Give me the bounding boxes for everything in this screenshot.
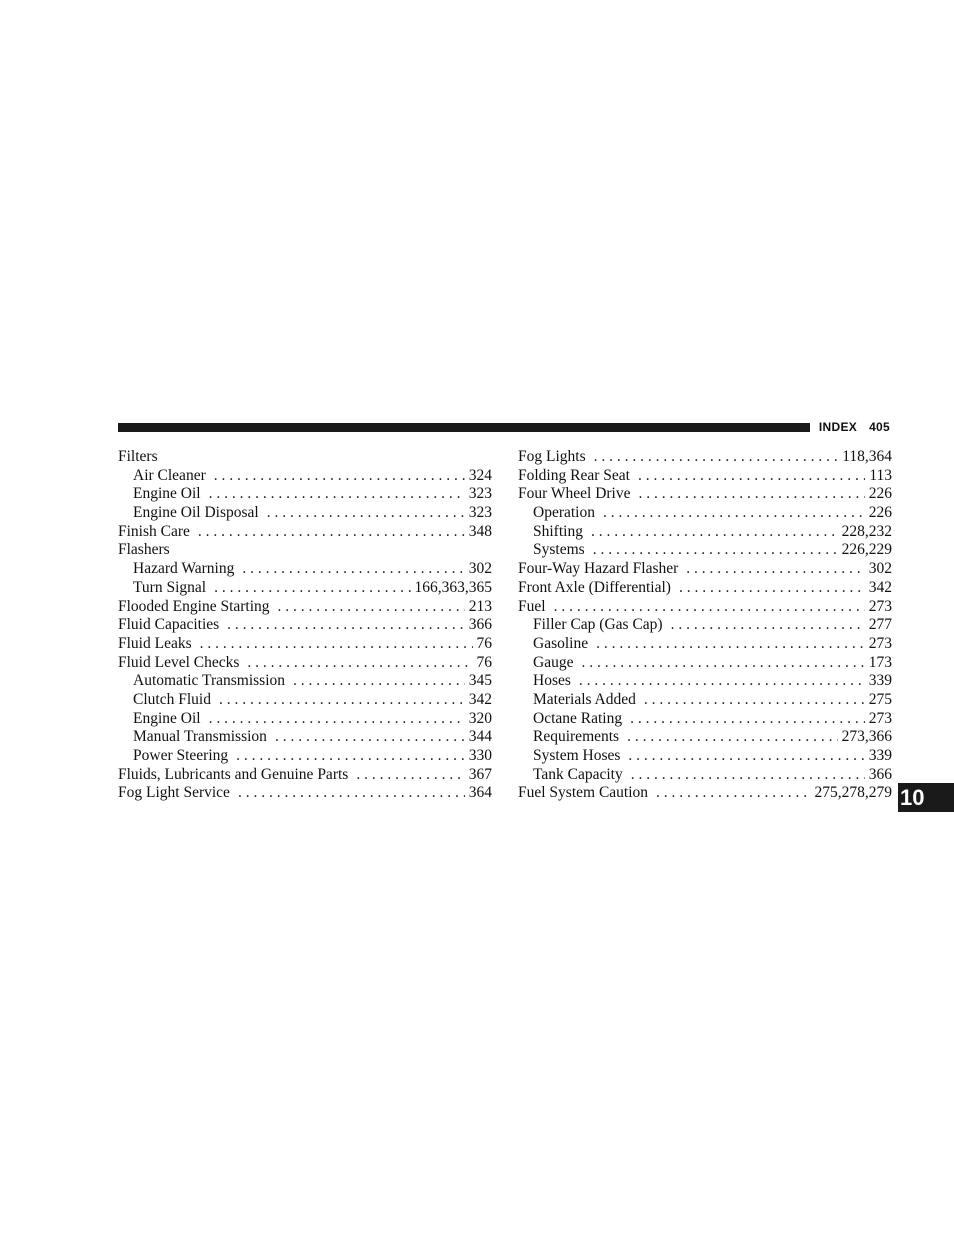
running-header [819, 420, 890, 436]
dot-leader [236, 747, 465, 766]
header-rule [118, 423, 810, 432]
entry-pages: 367 [468, 765, 492, 783]
index-subentry [518, 672, 892, 691]
entry-pages: 324 [468, 466, 492, 484]
entry-term: Fog Lights [518, 448, 586, 465]
entry-term: Engine Oil [133, 709, 201, 727]
entry-pages: 342 [868, 578, 892, 596]
dot-leader [579, 672, 865, 691]
index-subentry [118, 691, 492, 710]
index-entry [118, 635, 492, 654]
entry-term: Systems [533, 541, 585, 559]
entry-pages: 226,229 [841, 541, 892, 559]
entry-pages: 273 [868, 597, 892, 615]
entry-term: Engine Oil Disposal [133, 504, 259, 522]
dot-leader [356, 766, 464, 785]
entry-term: Fluids, Lubricants and Genuine Parts [118, 765, 349, 783]
entry-pages: 273 [868, 709, 892, 727]
dot-leader [630, 710, 865, 729]
entry-pages: 277 [868, 616, 892, 634]
dot-leader [247, 654, 472, 673]
entry-pages: 348 [468, 522, 492, 540]
dot-leader [603, 504, 865, 523]
entry-pages: 344 [468, 728, 492, 746]
index-entry [518, 560, 892, 579]
entry-term: Flashers [118, 541, 170, 559]
dot-leader [214, 579, 410, 598]
dot-leader [275, 728, 465, 747]
index-subentry [518, 766, 892, 785]
index-subentry [518, 635, 892, 654]
entry-term: Fuel [518, 597, 546, 615]
index-subentry [518, 710, 892, 729]
index-subentry [118, 672, 492, 691]
entry-pages: 226 [868, 504, 892, 522]
entry-pages: 342 [468, 690, 492, 708]
entry-pages: 173 [868, 653, 892, 671]
entry-term: Flooded Engine Starting [118, 597, 270, 615]
entry-pages: 320 [468, 709, 492, 727]
entry-term: Gauge [533, 653, 574, 671]
dot-leader [639, 485, 865, 504]
entry-term: Fog Light Service [118, 784, 230, 802]
entry-term: Gasoline [533, 634, 589, 652]
entry-term: Fluid Level Checks [118, 653, 240, 671]
index-subentry [518, 504, 892, 523]
index-entry [118, 448, 492, 467]
section-title: INDEX [818, 420, 858, 434]
dot-leader [209, 710, 465, 729]
chapter-tab: 10 [898, 783, 954, 812]
entry-pages: 213 [468, 597, 492, 615]
entry-term: Fuel System Caution [518, 784, 649, 802]
index-subentry [518, 654, 892, 673]
entry-pages: 275 [868, 690, 892, 708]
entry-term: Manual Transmission [133, 728, 267, 746]
entry-term: Power Steering [133, 747, 229, 764]
entry-term: Engine Oil [133, 485, 201, 503]
entry-term: Folding Rear Seat [518, 466, 630, 484]
index-subentry [518, 616, 892, 635]
entry-pages: 364 [468, 784, 492, 802]
index-entry [518, 467, 892, 486]
entry-pages: 118,364 [842, 448, 892, 465]
index-entry [118, 784, 492, 803]
entry-term: Automatic Transmission [133, 672, 286, 690]
dot-leader [198, 523, 465, 542]
entry-pages: 76 [476, 653, 492, 671]
entry-pages: 273 [868, 634, 892, 652]
dot-leader [238, 784, 465, 803]
entry-term: Materials Added [533, 690, 636, 708]
dot-leader [656, 784, 810, 803]
entry-pages: 113 [869, 466, 892, 484]
entry-term: Filler Cap (Gas Cap) [533, 616, 663, 634]
entry-term: Tank Capacity [533, 765, 623, 783]
dot-leader [644, 691, 865, 710]
dot-leader [686, 560, 864, 579]
dot-leader [596, 635, 865, 654]
index-entry [118, 523, 492, 542]
index-entry [118, 766, 492, 785]
entry-term: Four Wheel Drive [518, 485, 631, 503]
entry-term: Front Axle (Differential) [518, 578, 671, 596]
index-entry [518, 598, 892, 617]
entry-pages: 76 [476, 634, 492, 652]
dot-leader [679, 579, 865, 598]
entry-term: Shifting [533, 522, 583, 540]
index-entry [518, 485, 892, 504]
entry-term: Finish Care [118, 522, 190, 540]
dot-leader [631, 766, 865, 785]
page-number: 405 [869, 420, 890, 434]
index-subentry [118, 747, 492, 766]
index-subentry [518, 541, 892, 560]
index-column-left [118, 448, 492, 803]
index-entry [518, 448, 892, 467]
dot-leader [293, 672, 465, 691]
entry-pages: 228,232 [841, 522, 892, 540]
entry-pages: 339 [868, 747, 892, 764]
dot-leader [200, 635, 473, 654]
dot-leader [267, 504, 465, 523]
entry-term: Four-Way Hazard Flasher [518, 560, 679, 578]
entry-term: Filters [118, 448, 158, 465]
dot-leader [594, 448, 839, 467]
dot-leader [593, 541, 838, 560]
dot-leader [219, 691, 465, 710]
entry-term: Hazard Warning [133, 560, 235, 578]
index-subentry [118, 560, 492, 579]
index-entry [518, 784, 892, 803]
entry-pages: 345 [468, 672, 492, 690]
index-subentry [118, 710, 492, 729]
index-entry [518, 579, 892, 598]
entry-term: Air Cleaner [133, 466, 206, 484]
entry-pages: 275,278,279 [814, 784, 892, 802]
entry-term: Turn Signal [133, 578, 207, 596]
index-subentry [518, 747, 892, 766]
entry-term: Clutch Fluid [133, 690, 211, 708]
index-entry [118, 616, 492, 635]
index-subentry [118, 485, 492, 504]
dot-leader [591, 523, 838, 542]
dot-leader [671, 616, 865, 635]
index-subentry [518, 691, 892, 710]
entry-pages: 273,366 [841, 728, 892, 746]
entry-pages: 339 [868, 672, 892, 690]
entry-pages: 366 [868, 765, 892, 783]
entry-pages: 366 [468, 616, 492, 634]
index-subentry [118, 579, 492, 598]
index-entry [118, 654, 492, 673]
entry-pages: 302 [868, 560, 892, 578]
dot-leader [242, 560, 464, 579]
index-subentry [518, 728, 892, 747]
index-column-right [518, 448, 892, 803]
dot-leader [278, 598, 465, 617]
index-entry [118, 541, 492, 560]
dot-leader [227, 616, 465, 635]
dot-leader [209, 485, 465, 504]
index-subentry [118, 467, 492, 486]
dot-leader [638, 467, 865, 486]
entry-term: System Hoses [533, 747, 621, 764]
entry-pages: 166,363,365 [414, 578, 492, 596]
entry-pages: 330 [468, 747, 492, 764]
dot-leader [214, 467, 465, 486]
entry-term: Fluid Capacities [118, 616, 220, 634]
dot-leader [627, 728, 838, 747]
entry-term: Octane Rating [533, 709, 623, 727]
dot-leader [581, 654, 864, 673]
entry-pages: 323 [468, 504, 492, 522]
index-subentry [118, 728, 492, 747]
entry-term: Hoses [533, 672, 571, 690]
dot-leader [628, 747, 864, 766]
index-subentry [518, 523, 892, 542]
entry-term: Requirements [533, 728, 620, 746]
entry-term: Fluid Leaks [118, 634, 192, 652]
entry-pages: 226 [868, 485, 892, 503]
entry-pages: 323 [468, 485, 492, 503]
entry-pages: 302 [468, 560, 492, 578]
entry-term: Operation [533, 504, 595, 522]
index-subentry [118, 504, 492, 523]
index-entry [118, 598, 492, 617]
dot-leader [554, 598, 865, 617]
